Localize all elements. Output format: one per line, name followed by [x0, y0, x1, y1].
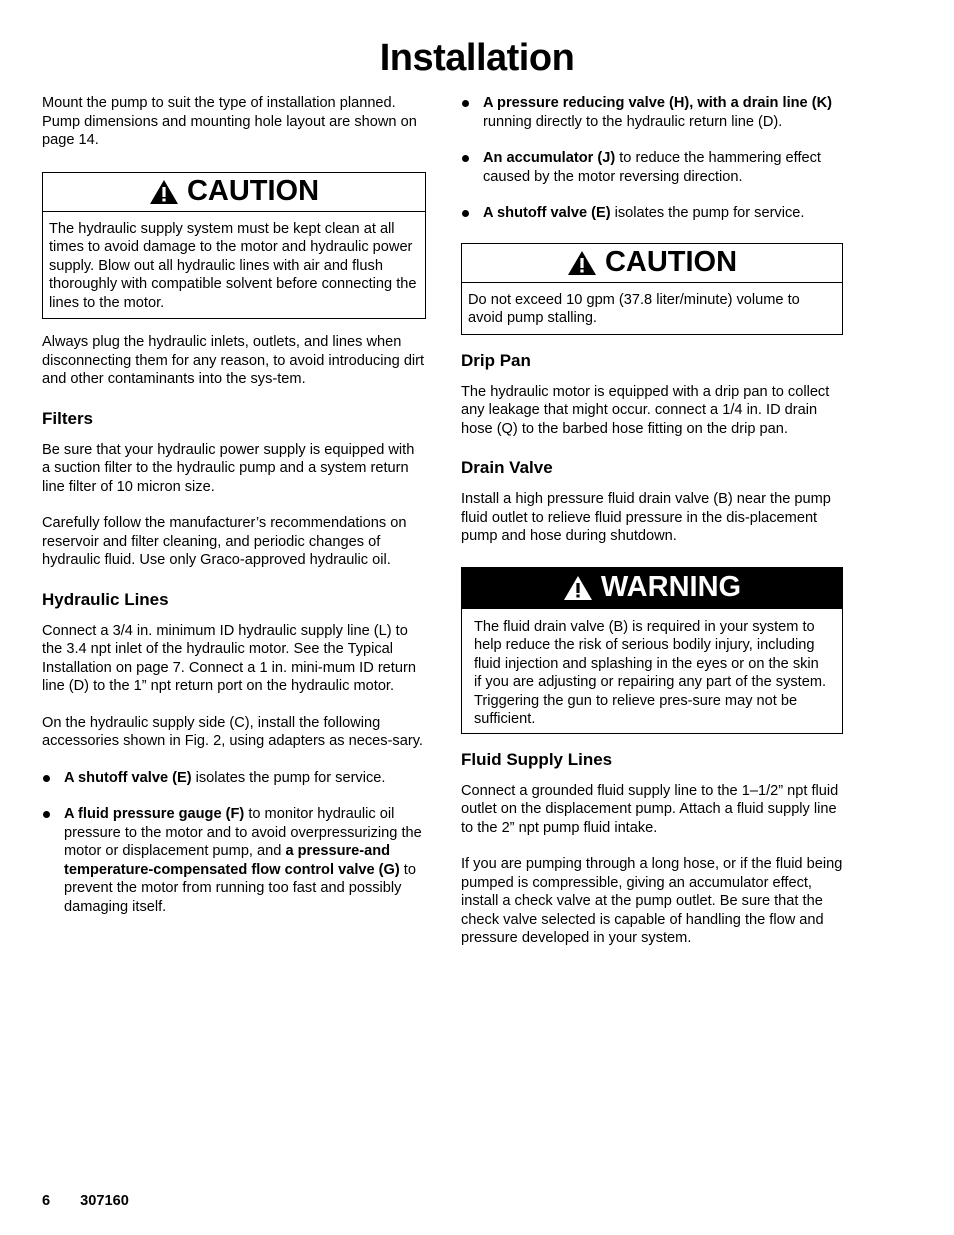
warning-header [462, 568, 842, 609]
caution-header [462, 244, 842, 283]
bullet-bold-text: A shutoff valve (E) [483, 205, 611, 221]
bullet-icon [43, 775, 50, 782]
fluid-supply-heading: Fluid Supply Lines [461, 749, 613, 769]
list-item [461, 94, 843, 131]
left-column [42, 94, 426, 934]
filters-heading: Filters [42, 408, 94, 428]
list-item [42, 805, 426, 916]
list-item [461, 204, 843, 223]
list-item [461, 149, 843, 186]
caution-text: The hydraulic supply system must be kept clean at all times to avoid damage to the motor and hydraulic power supply. Blow out all hydraulic lines with air and flush thoroughly with compatible solvent before connecting the lines to the motor. [49, 220, 417, 311]
bullet-text: to reduce the hammering effect caused by the motor reversing direction. [483, 150, 821, 185]
intro-paragraph: Mount the pump to suit the type of installation planned. Pump dimensions and mounting hole layout are shown on page 14. [42, 95, 417, 148]
bullet-bold-text: An accumulator (J) [483, 150, 616, 166]
warning-label: WARNING [600, 571, 742, 604]
bullet-icon [462, 155, 469, 162]
bullet-bold-text: a pressure-and temperature-compensated flow control valve (G) [64, 843, 400, 878]
warning-triangle-icon [567, 250, 597, 276]
filters-paragraph-2: Carefully follow the manufacturer’s recommendations on reservoir and filter cleaning, and periodic changes of hydraulic fluid. Use only Graco-approved hydraulic oil. [42, 515, 407, 568]
drip-pan-heading: Drip Pan [461, 350, 531, 370]
right-column [461, 94, 843, 966]
hydraulic-lines-paragraph-2: On the hydraulic supply side (C), install the following accessories shown in Fig. 2, using adapters as neces-sary. [42, 714, 423, 749]
fluid-supply-paragraph-1: Connect a grounded fluid supply line to the 1–1/2” npt fluid outlet on the displacement pump. Attach a fluid supply line to the 2” npt pump fluid intake. [461, 782, 839, 836]
caution-label: CAUTION [186, 175, 320, 208]
bullet-icon [462, 100, 469, 107]
bullet-icon [462, 210, 469, 217]
plug-paragraph: Always plug the hydraulic inlets, outlets, and lines when disconnecting them for any reason, to avoid introducing dirt and other contaminants into the sys-tem. [42, 334, 425, 387]
hydraulic-accessories-list-continued [461, 94, 843, 223]
drain-valve-paragraph: Install a high pressure fluid drain valve (B) near the pump fluid outlet to relieve fluid pressure in the dis-placement pump and hose during shutdown. [461, 491, 831, 544]
page-number: 6 [42, 1193, 51, 1209]
drip-pan-paragraph: The hydraulic motor is equipped with a drip pan to collect any leakage that might occur. connect a 1/4 in. ID drain hose (Q) to the barbed hose fitting on the drip pan. [461, 383, 830, 437]
hydraulic-lines-heading: Hydraulic Lines [42, 589, 169, 609]
bullet-text: to prevent the motor from running too fast and possibly damaging itself. [64, 861, 416, 915]
bullet-bold-text: A fluid pressure gauge (F) [64, 806, 245, 822]
hydraulic-accessories-list [42, 769, 426, 917]
warning-triangle-icon [563, 575, 593, 601]
caution-header [43, 173, 425, 212]
bullet-text: isolates the pump for service. [191, 769, 386, 786]
bullet-text: isolates the pump for service. [610, 205, 805, 221]
warning-box-drain-valve [461, 567, 843, 734]
warning-triangle-icon [149, 179, 179, 205]
fluid-supply-paragraph-2: If you are pumping through a long hose, or if the fluid being pumped is compressible, giving an accumulator effect, install a check valve at the pump outlet. Be sure that the check valve selected is capable of handling the flow and pressure developed in your system. [461, 856, 843, 946]
page-title: Installation [379, 37, 575, 79]
drain-valve-heading: Drain Valve [461, 458, 553, 477]
bullet-bold-text: A pressure reducing valve (H), with a drain line (K) [483, 95, 832, 111]
page-footer [42, 1193, 159, 1209]
filters-paragraph-1: Be sure that your hydraulic power supply is equipped with a suction filter to the hydraulic pump and a system return line filter of 10 micron size. [42, 441, 415, 495]
bullet-bold-text: A shutoff valve (E) [64, 769, 192, 786]
bullet-icon [43, 811, 50, 818]
list-item [42, 769, 426, 788]
bullet-text: running directly to the hydraulic return line (D). [483, 113, 783, 130]
hydraulic-lines-paragraph-1: Connect a 3/4 in. minimum ID hydraulic supply line (L) to the 3.4 npt inlet of the hydraulic motor. See the Typical Installation on page 7. Connect a 1 in. mini-mum ID return line (D) to the 1” npt return port on the hydraulic motor. [42, 622, 416, 694]
caution-label: CAUTION [604, 246, 738, 279]
bullet-text: to monitor hydraulic oil pressure to the motor and to avoid overpressurizing the motor or displacement pump, and [64, 806, 422, 859]
document-number: 307160 [80, 1193, 129, 1209]
caution-text: Do not exceed 10 gpm (37.8 liter/minute) volume to avoid pump stalling. [468, 291, 800, 326]
warning-text: The fluid drain valve (B) is required in your system to help reduce the risk of serious bodily injury, including fluid injection and splashing in the eyes or on the skin if you are adjusting or repairing any part of the system. Triggering the gun to relieve pres-sure may not be sufficient. [474, 618, 827, 727]
caution-box-flow-limit [461, 243, 843, 335]
caution-box-hydraulic-clean [42, 172, 426, 320]
